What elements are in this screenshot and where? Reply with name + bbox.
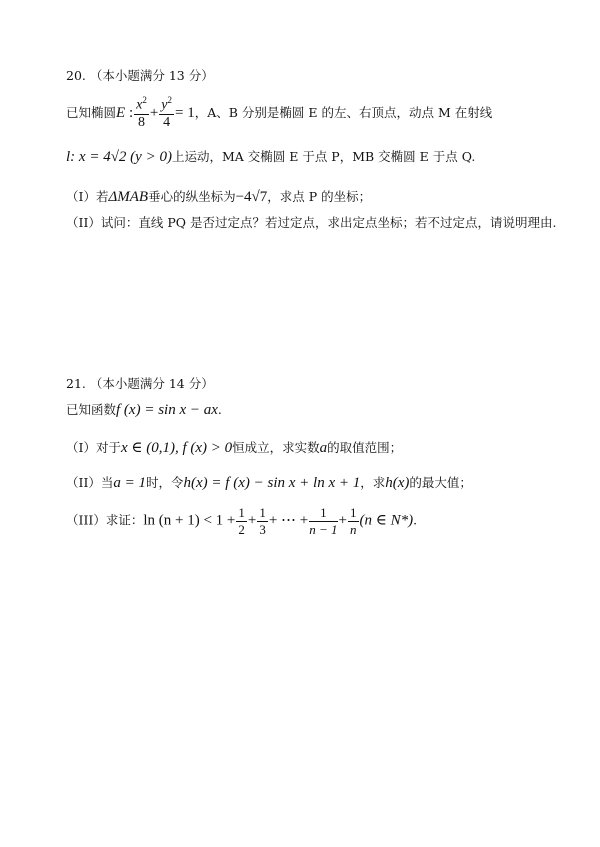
q21-part3 (66, 506, 417, 536)
q20-stem: 已知椭圆E : $\frac{x^2}{8}$ + $\frac{y^2}{4}$ = 1，A、B 分别是椭圆 E 的左、右顶点，动点 M 在射线 (66, 95, 493, 131)
q21-part2-mid2: ，求 (360, 475, 386, 490)
q20-part1-mid: 垂心的纵坐标为 (148, 189, 236, 204)
q21-part3-frac-n: $\frac{1}{n}$ (350, 505, 357, 537)
q20-part1-triangle: ΔMAB (108, 189, 149, 205)
q20-ray-tail: 上运动，MA 交椭圆 E 于点 P，MB 交椭圆 E 于点 Q. (171, 149, 476, 164)
q21-part3-prefix: （III）求证： (66, 512, 144, 528)
q20-header: 20. （本小题满分 13 分） (66, 68, 214, 83)
q21-header: 21. （本小题满分 14 分） (66, 376, 214, 391)
q20-ray-line (66, 150, 475, 165)
q21-stem-prefix: 已知函数 (66, 402, 117, 417)
q21-part3-plus1: + (247, 512, 257, 529)
q21-part1-var: a (319, 440, 328, 456)
q20-part1-value: −4√7 (235, 189, 268, 205)
q20-part1-tail: ，求点 P 的坐标； (267, 189, 372, 204)
q20-part1-prefix: （I）若 (66, 189, 109, 204)
q21-function-def: f (x) = sin x − ax (116, 402, 218, 418)
q21-part3-cond: (n ∈ N*) (359, 512, 414, 529)
q20-stem-tail: ，A、B 分别是椭圆 E 的左、右顶点，动点 M 在射线 (194, 105, 493, 121)
q21-stem (66, 403, 222, 418)
q21-part2-mid: 时，令 (146, 475, 184, 490)
q21-part2 (66, 476, 472, 491)
q20-ellipse-name: E (116, 105, 126, 122)
q21-part3-end: . (413, 512, 418, 528)
q21-part2-tail: 的最大值； (409, 475, 472, 490)
q21-part1-mid: 恒成立，求实数 (232, 440, 320, 455)
q21-part1-tail: 的取值范围； (327, 440, 403, 455)
q21-part3-lhs: ln (n + 1) < 1 + (143, 512, 236, 529)
q20-ellipse-frac2: $\frac{y^2}{4}$ (161, 95, 173, 131)
q21-part1 (66, 441, 402, 456)
q20-ray-name: l (66, 149, 71, 165)
q21-part1-prefix: （I）对于 (66, 440, 121, 455)
q20-part1 (66, 190, 371, 205)
q21-part3-frac-n-minus-1: $\frac{1}{n - 1}$ (309, 505, 338, 537)
q21-part3-plus2: + (338, 512, 348, 529)
q21-part1-cond: x ∈ (0,1), f (x) > 0 (120, 440, 233, 456)
q21-part2-cond: a = 1 (113, 475, 147, 491)
q20-part2: （II）试问：直线 PQ 是否过定点？若过定点，求出定点坐标；若不过定点，请说明理由. (66, 215, 557, 230)
q20-ellipse-eq-tail: = 1 (175, 105, 195, 122)
q20-stem-prefix: 已知椭圆 (66, 105, 117, 121)
q21-part3-frac-third: $\frac{1}{3}$ (259, 505, 266, 537)
q21-part2-hx: h(x) (385, 475, 410, 491)
q21-part3-dots: + ⋯ + (268, 512, 309, 529)
q21-part2-prefix: （II）当 (66, 475, 114, 490)
q21-part3-frac-half: $\frac{1}{2}$ (238, 505, 245, 537)
q21-part2-def: h(x) = f (x) − sin x + ln x + 1 (183, 475, 361, 491)
q21-stem-end: . (217, 402, 222, 417)
q20-ray-expr: : x = 4√2 (y > 0) (70, 149, 172, 165)
q20-ellipse-frac1: $\frac{x^2}{8}$ (136, 95, 147, 131)
